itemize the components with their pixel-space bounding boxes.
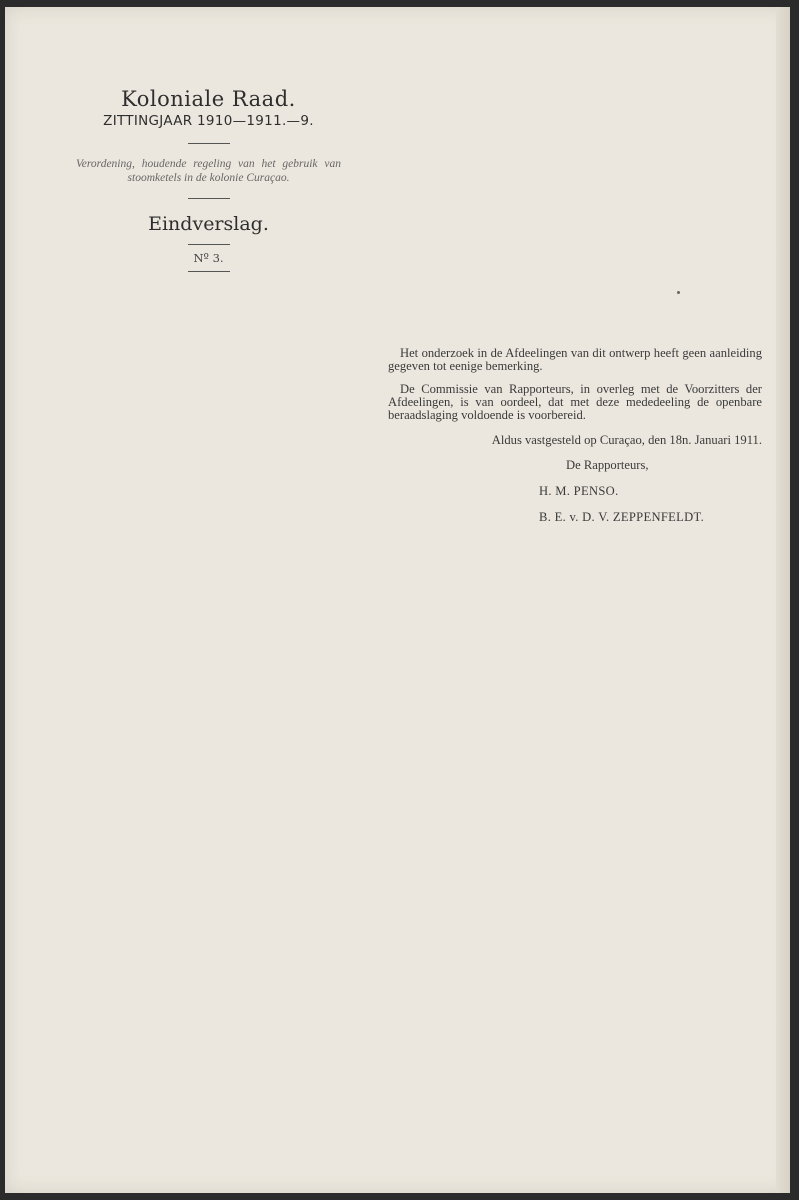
- report-body: [388, 347, 762, 537]
- divider: [188, 143, 230, 144]
- paragraph: Het onderzoek in de Afdeelingen van dit ontwerp heeft geen aanleiding gegeven tot eenige bemerking.: [388, 346, 762, 373]
- document-header: [70, 86, 347, 285]
- divider: [188, 198, 230, 199]
- session-year: ZITTINGJAAR 1910—1911.—9.: [103, 113, 314, 129]
- signatory: B. E. v. D. V. ZEPPENFELDT.: [539, 510, 705, 524]
- document-subject: Verordening, houdende regeling van het gebruik van stoomketels in de kolonie Curaçao.: [76, 158, 341, 184]
- paper-speck: [677, 291, 680, 294]
- page-edge: [776, 7, 790, 1193]
- divider: [188, 244, 230, 245]
- dated-line: Aldus vastgesteld op Curaçao, den 18n. Januari 1911.: [491, 433, 762, 447]
- signatories-label: De Rapporteurs,: [566, 458, 649, 472]
- document-number: Nº 3.: [193, 251, 224, 265]
- signatory: H. M. PENSO.: [539, 484, 619, 498]
- paragraph: De Commissie van Rapporteurs, in overleg met de Voorzitters der Afdeelingen, is van oordeel, dat met deze mededeeling de openbare beraadslaging voldoende is voorbereid.: [388, 382, 762, 422]
- divider: [188, 271, 230, 272]
- document-title: Koloniale Raad.: [121, 87, 296, 111]
- document-subtitle: Eindverslag.: [148, 213, 269, 235]
